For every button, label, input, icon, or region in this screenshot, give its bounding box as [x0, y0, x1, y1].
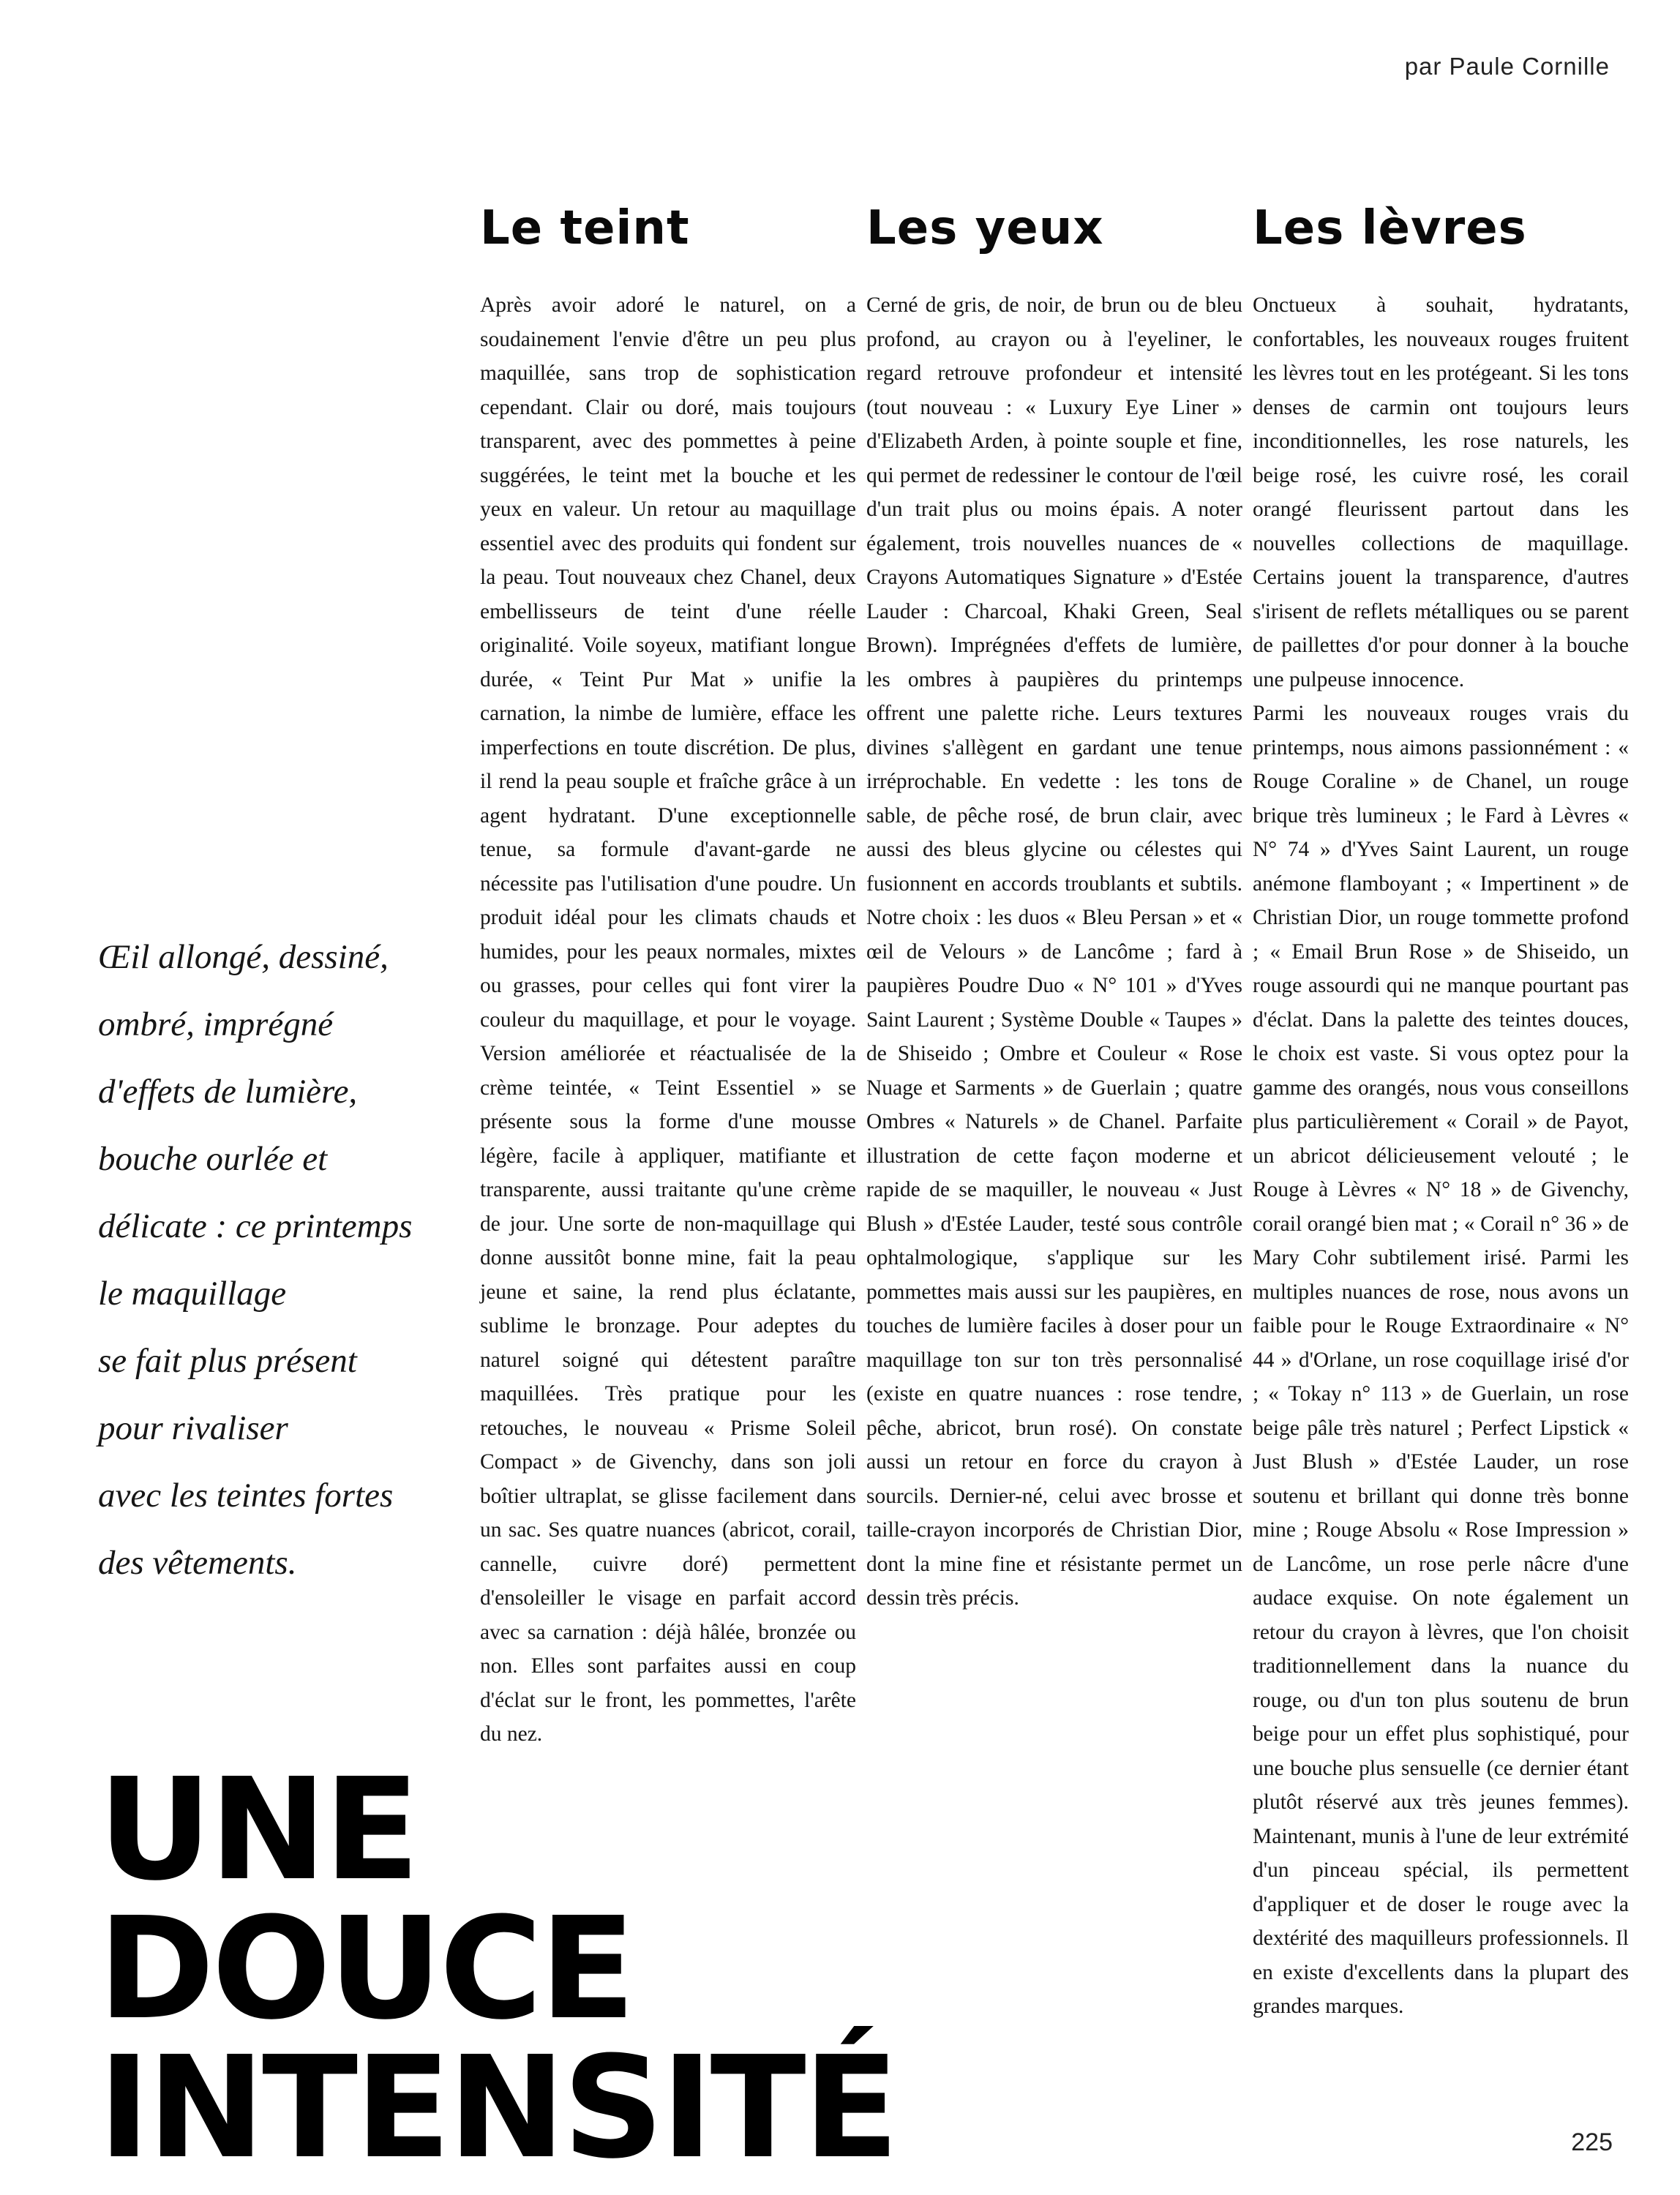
column-les-yeux	[866, 198, 1242, 1616]
pull-quote-line: délicate : ce printemps	[98, 1207, 413, 1245]
pull-quote-line: des vêtements.	[98, 1544, 297, 1582]
column-les-levres	[1253, 198, 1629, 2024]
body-les-levres-paragraph-1: Onctueux à souhait, hydratants, confortables, les nouveaux rouges fruitent les lèvres tout en les protégeant. Si les tons denses de carmin ont toujours leurs inconditionnelles, les rose naturels, les beige rosé, les cuivre rosé, les corail orangé fleurissent partout dans les nouvelles collections de maquillage. Certains jouent la transparence, d'autres s'irisent de reflets métalliques ou se parent de paillettes d'or pour donner à la bouche une pulpeuse innocence.	[1253, 293, 1629, 691]
body-les-levres-paragraph-2: Parmi les nouveaux rouges vrais du printemps, nous aimons passionnément : « Rouge Coraline » de Chanel, un rouge brique très lumineux ; le Fard à Lèvres « N° 74 » d'Yves Saint Laurent, un rouge anémone flamboyant ; « Impertinent » de Christian Dior, un rouge tommette profond ; « Email Brun Rose » de Shiseido, un rouge assourdi qui ne manque pourtant pas d'éclat. Dans la palette des teintes douces, le choix est vaste. Si vous optez pour la gamme des orangés, nous vous conseillons plus particulièrement « Corail » de Payot, un abricot délicieusement velouté ; le Rouge à Lèvres « N° 18 » de Givenchy, corail orangé bien mat ; « Corail n° 36 » de Mary Cohr subtilement irisé. Parmi les multiples nuances de rose, nous avons un faible pour le Rouge Extraordinaire « N° 44 » d'Orlane, un rose coquillage irisé d'or ; « Tokay n° 113 » de Guerlain, un rose beige pâle très naturel ; Perfect Lipstick « Just Blush » d'Estée Lauder, un rose soutenu et brillant qui donne très bonne mine ; Rouge Absolu « Rose Impression » de Lancôme, un rose perle nâcre d'une audace exquise. On note également un retour du crayon à lèvres, que l'on choisit traditionnellement dans la nuance du rouge, ou d'un ton plus soutenu de brun beige pour un effet plus sophistiqué, pour une bouche plus sensuelle (ce dernier étant plutôt réservé aux très jeunes femmes). Maintenant, munis à l'une de leur extrémité d'un pinceau spécial, ils permettent d'appliquer et de doser le rouge avec la dextérité des maquilleurs professionnels. Il en existe d'excellents dans la plupart des grandes marques.	[1253, 702, 1629, 2018]
pull-quote-line: Œil allongé, dessiné,	[98, 938, 389, 976]
body-les-yeux: Cerné de gris, de noir, de brun ou de bleu profond, au crayon ou à l'eyeliner, le regard retrouve profondeur et intensité (tout nouveau : « Luxury Eye Liner » d'Elizabeth Arden, à pointe souple et fine, qui permet de redessiner le contour de l'œil d'un trait plus ou moins épais. A noter également, trois nouvelles nuances de « Crayons Automatiques Signature » d'Estée Lauder : Charcoal, Khaki Green, Seal Brown). Imprégnées d'effets de lumière, les ombres à paupières du printemps offrent une palette riche. Leurs textures divines s'allègent en gardant une tenue irréprochable. En vedette : les tons de sable, de pêche rosé, de brun clair, avec aussi des bleus glycine ou célestes qui fusionnent en accords troublants et subtils. Notre choix : les duos « Bleu Persan » et « œil de Velours » de Lancôme ; fard à paupières Poudre Duo « N° 101 » d'Yves Saint Laurent ; Système Double « Taupes » de Shiseido ; Ombre et Couleur « Rose Nuage et Sarments » de Guerlain ; quatre Ombres « Naturels » de Chanel. Parfaite illustration de cette façon moderne et rapide de se maquiller, le nouveau « Just Blush » d'Estée Lauder, testé sous contrôle ophtalmologique, s'applique sur les pommettes mais aussi sur les paupières, en touches de lumière faciles à doser pour un maquillage ton sur ton très personnalisé (existe en quatre nuances : rose tendre, pêche, abricot, brun rosé). On constate aussi un retour en force du crayon à sourcils. Dernier-né, celui avec brosse et taille-crayon incorporés de Christian Dior, dont la mine fine et résistante permet un dessin très précis.	[866, 293, 1242, 1610]
byline: par Paule Cornille	[1404, 53, 1610, 80]
pull-quote-line: avec les teintes fortes	[98, 1477, 394, 1515]
column-le-teint	[480, 198, 856, 1752]
heading-le-teint: Le teint	[480, 201, 690, 255]
pull-quote-line: pour rivaliser	[98, 1409, 288, 1447]
headline	[98, 1748, 896, 2190]
headline-line: DOUCE	[98, 1887, 633, 2051]
pull-quote-line: se fait plus présent	[98, 1342, 357, 1380]
headline-line: UNE	[98, 1748, 417, 1912]
pull-quote-line: le maquillage	[98, 1275, 287, 1313]
pull-quote-line: ombré, imprégné	[98, 1005, 334, 1043]
page-number: 225	[1571, 2128, 1613, 2156]
heading-les-yeux: Les yeux	[866, 201, 1104, 255]
headline-line: INTENSITÉ	[98, 2026, 896, 2190]
pull-quote	[98, 923, 464, 1596]
pull-quote-line: bouche ourlée et	[98, 1140, 328, 1178]
body-le-teint: Après avoir adoré le naturel, on a soudainement l'envie d'être un peu plus maquillée, sans trop de sophistication cependant. Clair ou doré, mais toujours transparent, avec des pommettes à peine suggérées, le teint met la bouche et les yeux en valeur. Un retour au maquillage essentiel avec des produits qui fondent sur la peau. Tout nouveaux chez Chanel, deux embellisseurs de teint d'une réelle originalité. Voile soyeux, matifiant longue durée, « Teint Pur Mat » unifie la carnation, la nimbe de lumière, efface les imperfections en toute discrétion. De plus, il rend la peau souple et fraîche grâce à un agent hydratant. D'une exceptionnelle tenue, sa formule d'avant-garde ne nécessite pas l'utilisation d'une poudre. Un produit idéal pour les climats chauds et humides, pour les peaux normales, mixtes ou grasses, pour celles qui font virer la couleur du maquillage, et pour le voyage. Version améliorée et réactualisée de la crème teintée, « Teint Essentiel » se présente sous la forme d'une mousse légère, facile à appliquer, matifiante et transparente, aussi traitante qu'une crème de jour. Une sorte de non-maquillage qui donne aussitôt bonne mine, fait la peau jeune et saine, la rend plus éclatante, sublime le bronzage. Pour adeptes du naturel soigné qui détestent paraître maquillées. Très pratique pour les retouches, le nouveau « Prisme Soleil Compact » de Givenchy, dans son joli boîtier ultraplat, se glisse facilement dans un sac. Ses quatre nuances (abricot, corail, cannelle, cuivre doré) permettent d'ensoleiller le visage en parfait accord avec sa carnation : déjà hâlée, bronzée ou non. Elles sont parfaites aussi en coup d'éclat sur le front, les pommettes, l'arête du nez.	[480, 293, 856, 1746]
heading-les-levres: Les lèvres	[1253, 201, 1527, 255]
pull-quote-line: d'effets de lumière,	[98, 1073, 358, 1111]
